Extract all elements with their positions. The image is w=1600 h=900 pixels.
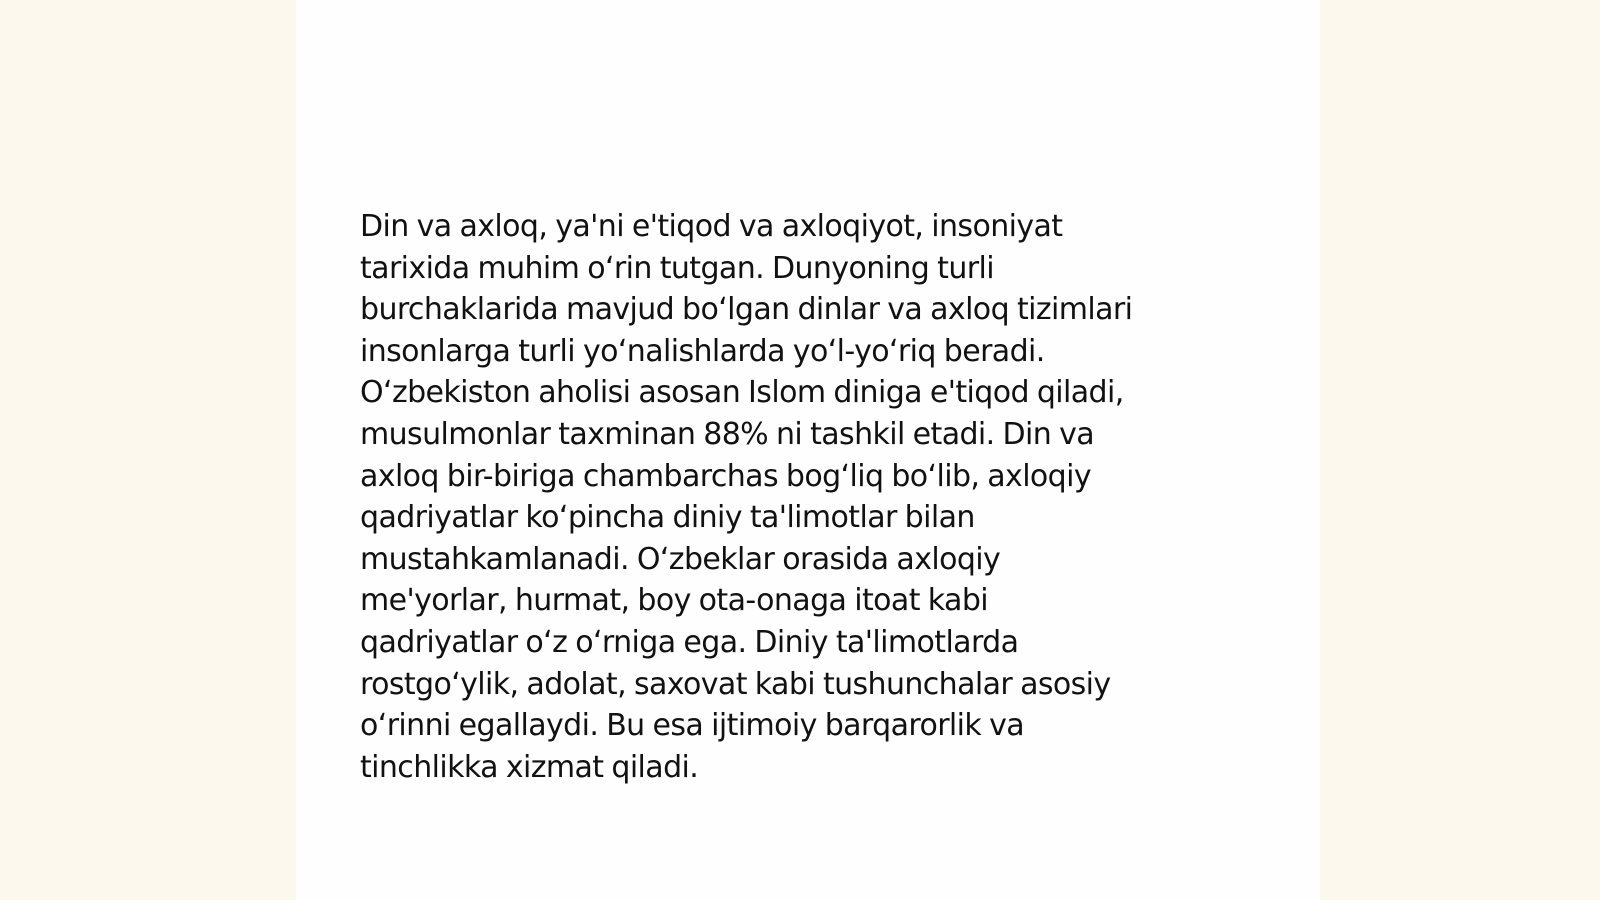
text-line: O‘zbekiston aholisi asosan Islom diniga e'tiqod qiladi, (360, 375, 1124, 411)
text-line: me'yorlar, hurmat, boy ota-onaga itoat kabi (360, 583, 988, 619)
text-line: qadriyatlar o‘z o‘rniga ega. Diniy ta'limotlarda (360, 624, 1019, 660)
text-line: burchaklarida mavjud bo‘lgan dinlar va axloq tizimlari (360, 292, 1133, 328)
text-line: Din va axloq, ya'ni e'tiqod va axloqiyot, insoniyat (360, 209, 1063, 244)
text-line: insonlarga turli yo‘nalishlarda yo‘l-yo‘riq beradi. (360, 333, 1045, 369)
text-line: qadriyatlar ko‘pincha diniy ta'limotlar bilan (360, 500, 975, 536)
text-line: o‘rinni egallaydi. Bu esa ijtimoiy barqarorlik va (360, 708, 1025, 744)
text-line: rostgo‘ylik, adolat, saxovat kabi tushunchalar asosiy (360, 666, 1111, 702)
text-line: tinchlikka xizmat qiladi. (360, 749, 699, 785)
text-line: mustahkamlanadi. O‘zbeklar orasida axloqiy (360, 541, 1001, 577)
text-line: axloq bir-biriga chambarchas bog‘liq bo‘lib, axloqiy (360, 458, 1092, 494)
body-paragraph (360, 206, 1260, 788)
text-line: tarixida muhim o‘rin tutgan. Dunyoning turli (360, 250, 994, 286)
document-page (296, 0, 1320, 900)
text-line: musulmonlar taxminan 88% ni tashkil etadi. Din va (360, 416, 1095, 452)
